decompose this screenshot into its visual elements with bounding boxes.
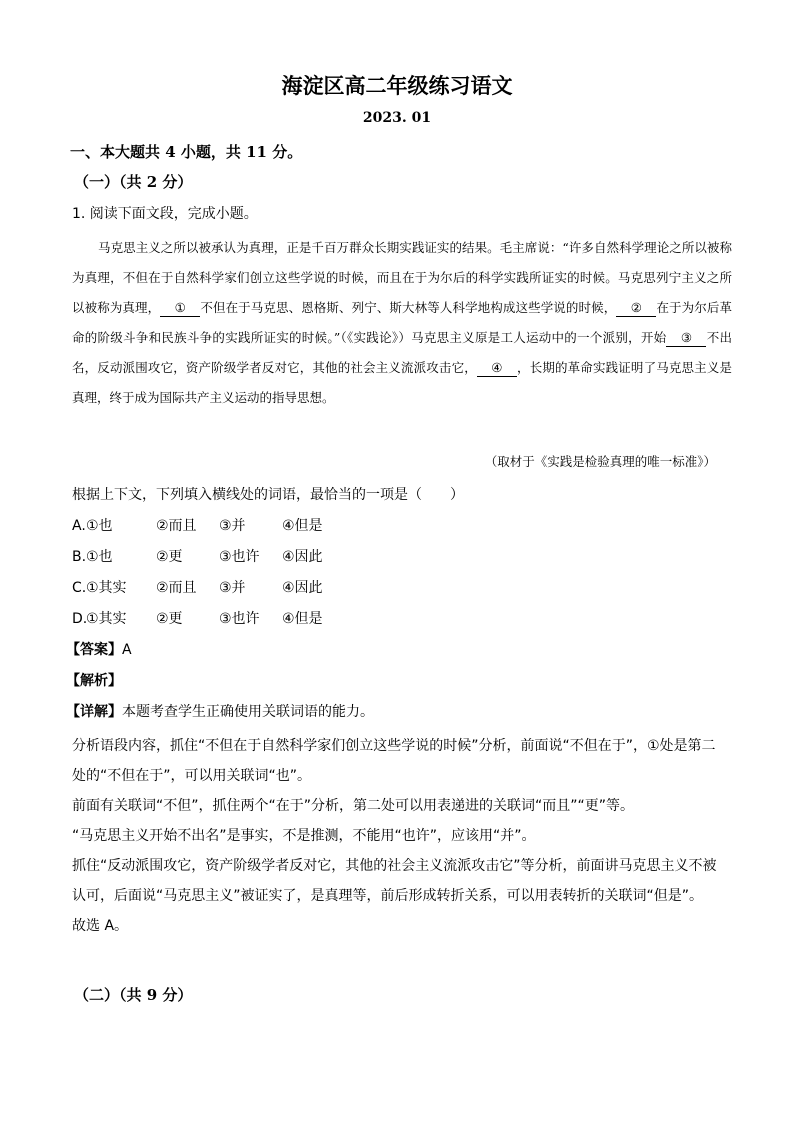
sub-section-heading: （一）（共 2 分） [74,173,193,191]
option-letter: A. [72,518,86,534]
option-word: ③并 [219,580,246,596]
exam-date: 2023. 01 [362,110,432,126]
passage-text: ，长期的革命实践证明了马克思主义是真理，终于成为国际共产主义运动的指导思想。 [72,360,732,405]
analysis-paragraph: 抓住“反动派围攻它，资产阶级学者反对它，其他的社会主义流派攻击它”等分析，前面讲马克思主义不被认可，后面说“马克思主义”被证实了，是真理等，前后形成转折关系，可以用表转折的关联词“但是”。 [72,858,717,904]
analysis-conclusion: 故选 A。 [72,918,129,934]
analysis-body [72,731,722,941]
option-d [72,608,323,628]
option-word: ③也许 [219,611,260,627]
option-word: ④但是 [282,611,323,627]
question-stem: 根据上下文，下列填入横线处的词语，最恰当的一项是（ ） [72,487,464,503]
option-letter: C. [72,580,87,596]
option-word: ①也 [86,549,113,565]
analysis-paragraph: “马克思主义开始不出名”是事实，不是推测，不能用“也许”，应该用“并”。 [72,828,536,844]
option-word: ②更 [156,549,183,565]
blank-3: ③ [666,330,706,347]
option-word: ②而且 [156,518,197,534]
passage-source: （取材于《实践是检验真理的唯一标准》） [484,454,716,469]
option-a [72,515,323,535]
passage-text: 马克思主义之所以被承认为真理，正是千百万群众长期实践证实的结果。毛主席说：“许多自然科学理论之所以被称为真理，不但在于自然科学家们创立这些学说的时候，而且在于为尔后的科学实践所证实的时候。马克思列宁主义之所以被称为真理， [72,240,732,315]
answer-label: 【答案】 [66,642,122,658]
option-word: ③并 [219,518,246,534]
blank-1: ① [160,300,200,317]
option-word: ①其实 [86,580,127,596]
detail-text: 本题考查学生正确使用关联词语的能力。 [122,704,374,720]
answer-line [66,639,132,659]
analysis-paragraph: 前面有关联词“不但”，抓住两个“在于”分析，第二处可以用表递进的关联词“而且”“更”等。 [72,798,635,814]
option-c [72,577,323,597]
option-word: ④但是 [282,518,323,534]
answer-value: A [122,642,132,658]
section-heading: 一、本大题共 4 小题，共 11 分。 [70,143,303,161]
analysis-label: 【解析】 [66,673,122,689]
passage-text: 在于为尔后革命的阶级斗争和民族斗争的实践所证实的时候。”（《实践论》）马克思主义原是工人运动中的一个派别，开始 [72,300,732,345]
detail-label: 【详解】 [66,704,122,720]
option-word: ④因此 [282,549,323,565]
option-word: ③也许 [219,549,260,565]
question-number: 1. 阅读下面文段，完成小题。 [72,206,258,222]
sub-section-heading-2: （二）（共 9 分） [74,986,193,1004]
option-letter: B. [72,549,87,565]
option-b [72,546,323,566]
analysis-paragraph: 分析语段内容，抓住“不但在于自然科学家们创立这些学说的时候”分析，前面说“不但在于”，①处是第二处的“不但在于”，可以用关联词“也”。 [72,738,716,784]
option-word: ①其实 [86,611,127,627]
blank-2: ② [616,300,656,317]
option-word: ④因此 [282,580,323,596]
option-word: ②更 [156,611,183,627]
passage-text: 不出名，反动派围攻它，资产阶级学者反对它，其他的社会主义流派攻击它， [72,330,732,375]
option-letter: D. [72,611,88,627]
blank-4: ④ [477,360,517,377]
reading-passage [72,233,732,413]
page-title: 海淀区高二年级练习语文 [281,73,513,98]
option-word: ②而且 [156,580,197,596]
detail-line [66,701,374,721]
option-word: ①也 [86,518,113,534]
passage-text: 不但在于马克思、恩格斯、列宁、斯大林等人科学地构成这些学说的时候， [200,300,617,315]
